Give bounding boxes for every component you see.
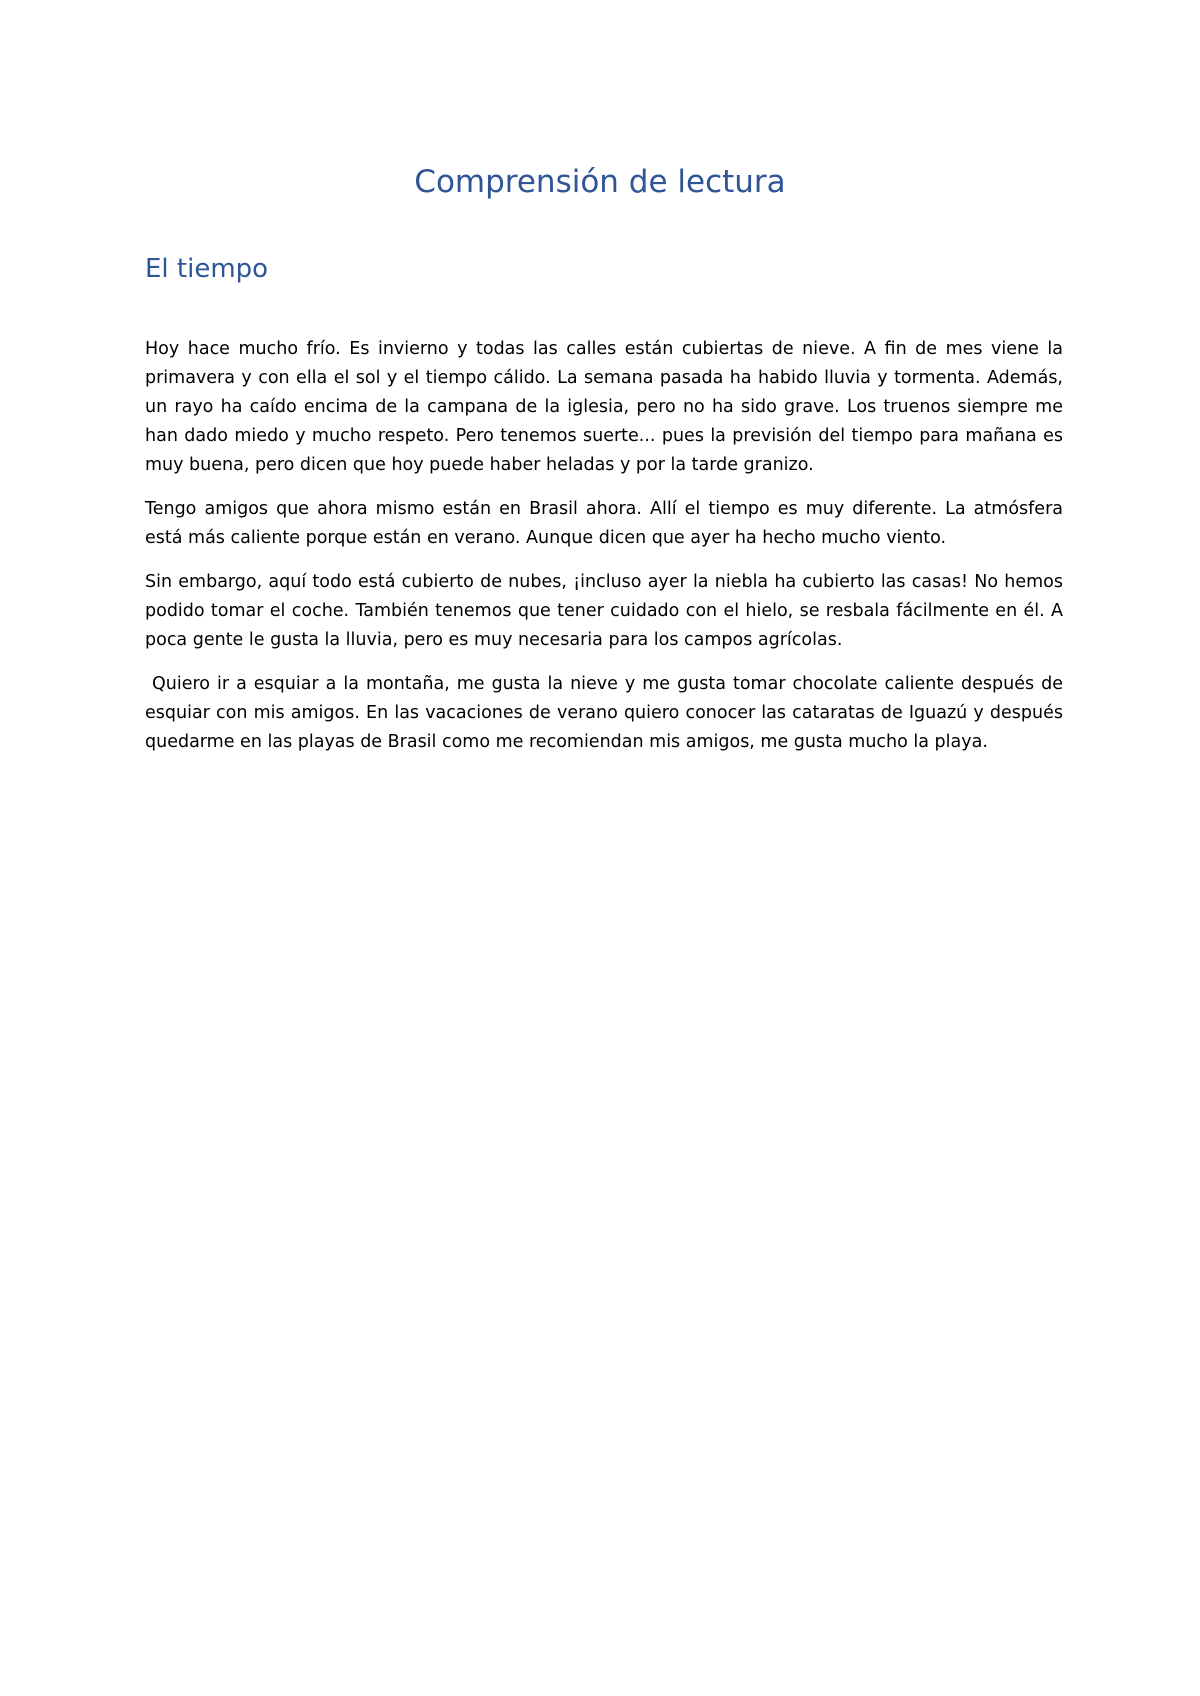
paragraph-4: Quiero ir a esquiar a la montaña, me gusta la nieve y me gusta tomar chocolate caliente después de esquiar con mis amigos. En las vacaciones de verano quiero conocer las cataratas de Iguazú y después quedarme en las playas de Brasil como me recomiendan mis amigos, me gusta mucho la playa. <box>145 674 1069 752</box>
section-heading: El tiempo <box>145 254 269 284</box>
document-title: Comprensión de lectura <box>414 164 786 200</box>
paragraph-3: Sin embargo, aquí todo está cubierto de nubes, ¡incluso ayer la niebla ha cubierto las casas! No hemos podido tomar el coche. También tenemos que tener cuidado con el hielo, se resbala fácilmente en él. A poca gente le gusta la lluvia, pero es muy necesaria para los campos agrícolas. <box>145 572 1063 650</box>
body-text <box>145 335 1069 772</box>
paragraph-1: Hoy hace mucho frío. Es invierno y todas las calles están cubiertas de nieve. A fin de mes viene la primavera y con ella el sol y el tiempo cálido. La semana pasada ha habido lluvia y tormenta. Además, un rayo ha caído encima de la campana de la iglesia, pero no ha sido grave. Los truenos siempre me han dado miedo y mucho respeto. Pero tenemos suerte... pues la previsión del tiempo para mañana es muy buena, pero dicen que hoy puede haber heladas y por la tarde granizo. <box>145 339 1063 475</box>
paragraph-2: Tengo amigos que ahora mismo están en Brasil ahora. Allí el tiempo es muy diferente. La atmósfera está más caliente porque están en verano. Aunque dicen que ayer ha hecho mucho viento. <box>145 499 1063 548</box>
